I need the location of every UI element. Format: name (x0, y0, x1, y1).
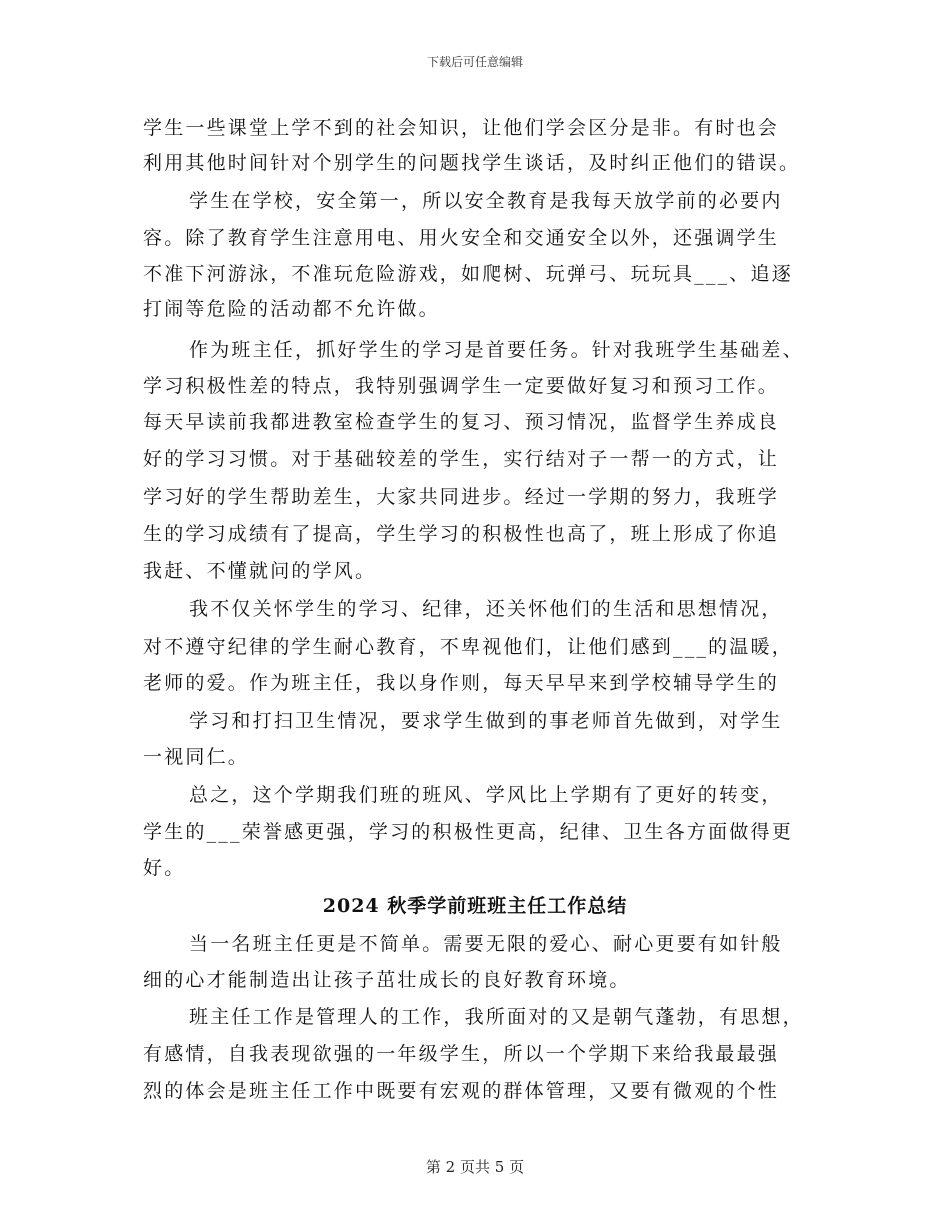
body-line: 对不遵守纪律的学生耐心教育，不卑视他们，让他们感到___的温暖， (143, 636, 793, 658)
body-line: 每天早读前我都进教室检查学生的复习、预习情况，监督学生养成良 (143, 411, 780, 433)
body-line: 利用其他时间针对个别学生的问题找学生谈话，及时纠正他们的错误。 (143, 152, 801, 174)
body-line: 总之，这个学期我们班的班风、学风比上学期有了更好的转变， (189, 784, 783, 806)
body-line: 学生一些课堂上学不到的社会知识，让他们学会区分是非。有时也会 (143, 117, 780, 139)
body-line: 学习好的学生帮助差生，大家共同进步。经过一学期的努力，我班学 (143, 486, 780, 508)
body-line: 我不仅关怀学生的学习、纪律，还关怀他们的生活和思想情况， (189, 598, 783, 620)
body-line: 烈的体会是班主任工作中既要有宏观的群体管理，又要有微观的个性 (143, 1080, 780, 1102)
body-line: 好。 (143, 857, 186, 879)
section-title: 2024 秋季学前班班主任工作总结 (322, 895, 628, 917)
body-line: 老师的爱。作为班主任，我以身作则，每天早早来到学校辅导学生的 (143, 672, 780, 694)
body-line: 容。除了教育学生注意用电、用火安全和交通安全以外，还强调学生 (143, 227, 780, 249)
body-line: 学生的___荣誉感更强，学习的积极性更高，纪律、卫生各方面做得更 (143, 821, 793, 843)
body-line: 作为班主任，抓好学生的学习是首要任务。针对我班学生基础差、 (189, 339, 804, 361)
body-line: 打闹等危险的活动都不允许做。 (143, 298, 440, 320)
body-line: 班主任工作是管理人的工作，我所面对的又是朝气蓬勃，有思想， (189, 1006, 804, 1028)
body-line: 有感情，自我表现欲强的一年级学生，所以一个学期下来给我最最强 (143, 1043, 780, 1065)
body-line: 细的心才能制造出让孩子茁壮成长的良好教育环境。 (143, 969, 631, 991)
page-footer: 第 2 页共 5 页 (425, 1158, 525, 1176)
body-line: 不准下河游泳，不准玩危险游戏，如爬树、玩弹弓、玩玩具___、追逐 (143, 263, 793, 285)
body-line: 当一名班主任更是不简单。需要无限的爱心、耐心更要有如针般 (189, 933, 783, 955)
body-line: 学生在学校，安全第一，所以安全教育是我每天放学前的必要内 (189, 190, 783, 212)
body-line: 我赶、不懂就问的学风。 (143, 560, 377, 582)
body-line: 生的学习成绩有了提高，学生学习的积极性也高了，班上形成了你追 (143, 523, 780, 545)
body-line: 学习积极性差的特点，我特别强调学生一定要做好复习和预习工作。 (143, 375, 780, 397)
body-line: 好的学习习惯。对于基础较差的学生，实行结对子一帮一的方式，让 (143, 448, 780, 470)
page-header: 下载后可任意编辑 (426, 55, 523, 69)
body-line: 一视同仁。 (143, 746, 250, 768)
body-line: 学习和打扫卫生情况，要求学生做到的事老师首先做到，对学生 (189, 710, 783, 732)
